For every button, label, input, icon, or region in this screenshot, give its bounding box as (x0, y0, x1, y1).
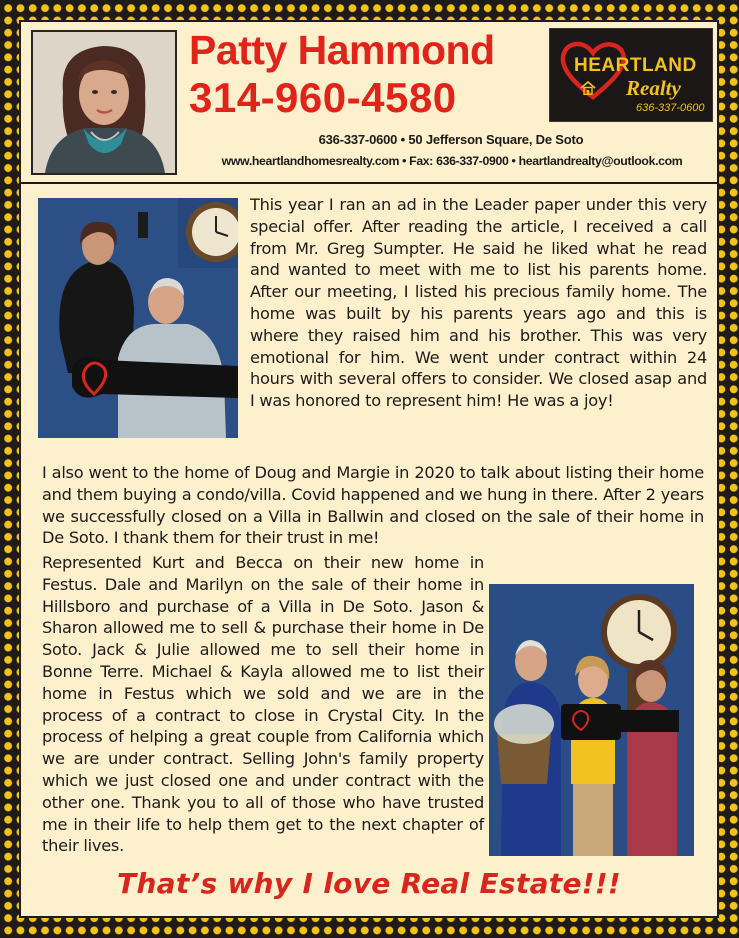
ad-panel (19, 20, 719, 918)
photo-agent-with-client-illustration (38, 198, 238, 438)
heartland-realty-logo (549, 28, 713, 122)
logo-phone: 636-337-0600 (636, 102, 705, 114)
logo-brand-realty: Realty (626, 76, 681, 100)
photo-agent-with-client (38, 198, 238, 438)
contact-web-fax-email-line[interactable]: www.heartlandhomesrealty.com • Fax: 636-337-0900 • heartlandrealty@outlook.com (221, 154, 683, 168)
agent-phone[interactable]: 314-960-4580 (189, 74, 457, 121)
paragraph-greg-sumpter: This year I ran an ad in the Leader paper under this very special offer. After reading the article, I received a call from Mr. Greg Sumpter. He said he liked what he read and wanted to meet with me to list his parents home. After our meeting, I listed his precious family home. The home was built by his parents years ago and this is where they raised him and his brother. This was very emotional for him. We went under contract within 24 hours with several offers to consider. We closed asap and I was honored to represent him! He was a joy! (250, 195, 707, 411)
contact-address-line: 636-337-0600 • 50 Jefferson Square, De Soto (318, 132, 584, 147)
paragraph-doug-margie: I also went to the home of Doug and Margie in 2020 to talk about listing their home and them buying a condo/villa. Covid happened and we hung in there. After 2 years we successfully closed on a Villa in Ballwin and closed on the sale of their home in De Soto. I thank them for their trust in me! (42, 463, 704, 548)
tagline: That’s why I love Real Estate!!! (117, 867, 621, 900)
header (21, 22, 717, 184)
agent-name: Patty Hammond (189, 27, 495, 73)
agent-portrait-illustration (33, 32, 175, 173)
agent-portrait (31, 30, 177, 175)
paragraph-client-list-text: Represented Kurt and Becca on their new home in Festus. Dale and Marilyn on the sale of their home in Hillsboro and purchase of a Villa in De Soto. Jason & Sharon allowed me to sell & purchase their home in De Soto. Jack & Julie allowed me to sell their home in Bonne Terre. Michael & Kayla allowed me to list their home in Festus which we sold and we are in the process of a contract to close in Crystal City. In the process of helping a great couple from California which we are under contract. Selling John's family property which we just closed one and under contract with the other one. Thank you to all of those who have trusted me in their life to help them get to the next chapter of their lives. (42, 553, 484, 856)
photo-clients-with-gift (489, 584, 694, 856)
logo-brand-heartland: HEARTLAND (574, 55, 697, 76)
photo-clients-with-gift-illustration (489, 584, 694, 856)
house-icon (580, 81, 596, 95)
